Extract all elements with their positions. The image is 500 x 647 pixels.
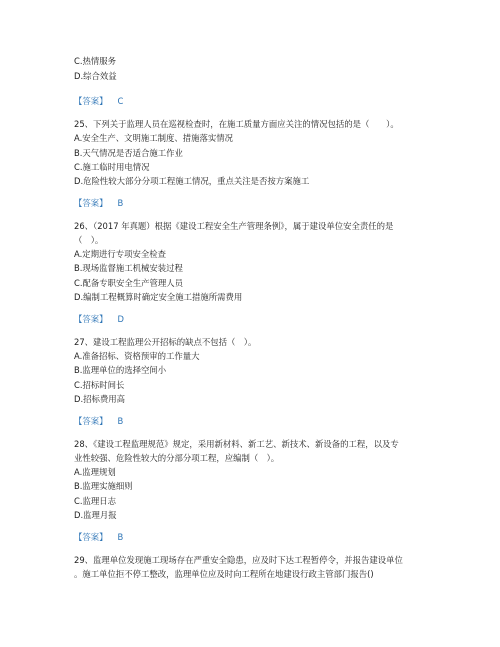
question-25-option-d: D.危险性较大部分分项工程施工情况，重点关注是否按方案施工 [74,176,310,186]
option-c: C.热情服务 [74,56,117,66]
question-25-answer [74,198,123,209]
question-25-option-b: B.天气情况是否适合施工作业 [74,148,183,158]
question-28-stem-line2: 业性较强、危险性较大的分部分项工程，应编制（ ）。 [74,453,280,463]
answer-line [74,96,123,107]
question-25-option-c: C.施工临时用电情况 [74,162,150,172]
question-25-option-a: A.安全生产、文明施工制度、措施落实情况 [74,133,233,143]
answer-label: 【答案】 [74,532,108,542]
answer-value: B [117,198,124,208]
question-28-option-b: B.监理实施细则 [74,481,133,491]
question-27-stem: 27、建设工程监理公开招标的缺点不包括（ ）。 [74,337,257,347]
question-27-option-c: C.招标时间长 [74,380,125,390]
question-26-option-a: A.定期进行专项安全检查 [74,249,166,259]
question-26-stem-line1: 26、（2017 年真题）根据《建设工程安全生产管理条例》，属于建设单位安全责任的是 [74,221,394,231]
answer-value: C [117,96,124,106]
question-27-option-d: D.招标费用高 [74,394,125,404]
question-27-answer [74,416,123,427]
question-26-stem-line2: （ ）。 [74,235,104,245]
question-27-option-a: A.准备招标、资格预审的工作量大 [74,351,200,361]
answer-value: B [117,532,124,542]
question-29-stem-line1: 29、监理单位发现施工现场存在严重安全隐患，应及时下达工程暂停令，并报告建设单位 [74,555,403,565]
question-26-option-d: D.编制工程概算时确定安全施工措施所需费用 [74,292,243,302]
question-28-option-a: A.监理规划 [74,467,116,477]
question-26-option-c: C.配备专职安全生产管理人员 [74,278,184,288]
answer-label: 【答案】 [74,416,108,426]
question-29-stem-line2: 。施工单位拒不停工整改，监理单位应及时向工程所在地建设行政主管部门报告() [74,569,374,579]
option-d: D.综合效益 [74,71,117,81]
question-28-option-d: D.监理月报 [74,510,117,520]
question-27-option-b: B.监理单位的选择空间小 [74,365,167,375]
question-28-option-c: C.监理日志 [74,496,117,506]
question-28-answer [74,532,123,543]
question-28-stem-line1: 28、《建设工程监理规范》规定，采用新材料、新工艺、新技术、新设备的工程，以及专 [74,439,399,449]
answer-value: B [117,416,124,426]
question-26-answer [74,314,124,325]
answer-label: 【答案】 [74,198,108,208]
question-25-stem: 25、下列关于监理人员在巡视检查时，在施工质量方面应关注的情况包括的是（ ）。 [74,119,399,129]
answer-value: D [117,314,124,324]
question-26-option-b: B.现场监督施工机械安装过程 [74,263,183,273]
answer-label: 【答案】 [74,314,108,324]
answer-label: 【答案】 [74,96,108,106]
